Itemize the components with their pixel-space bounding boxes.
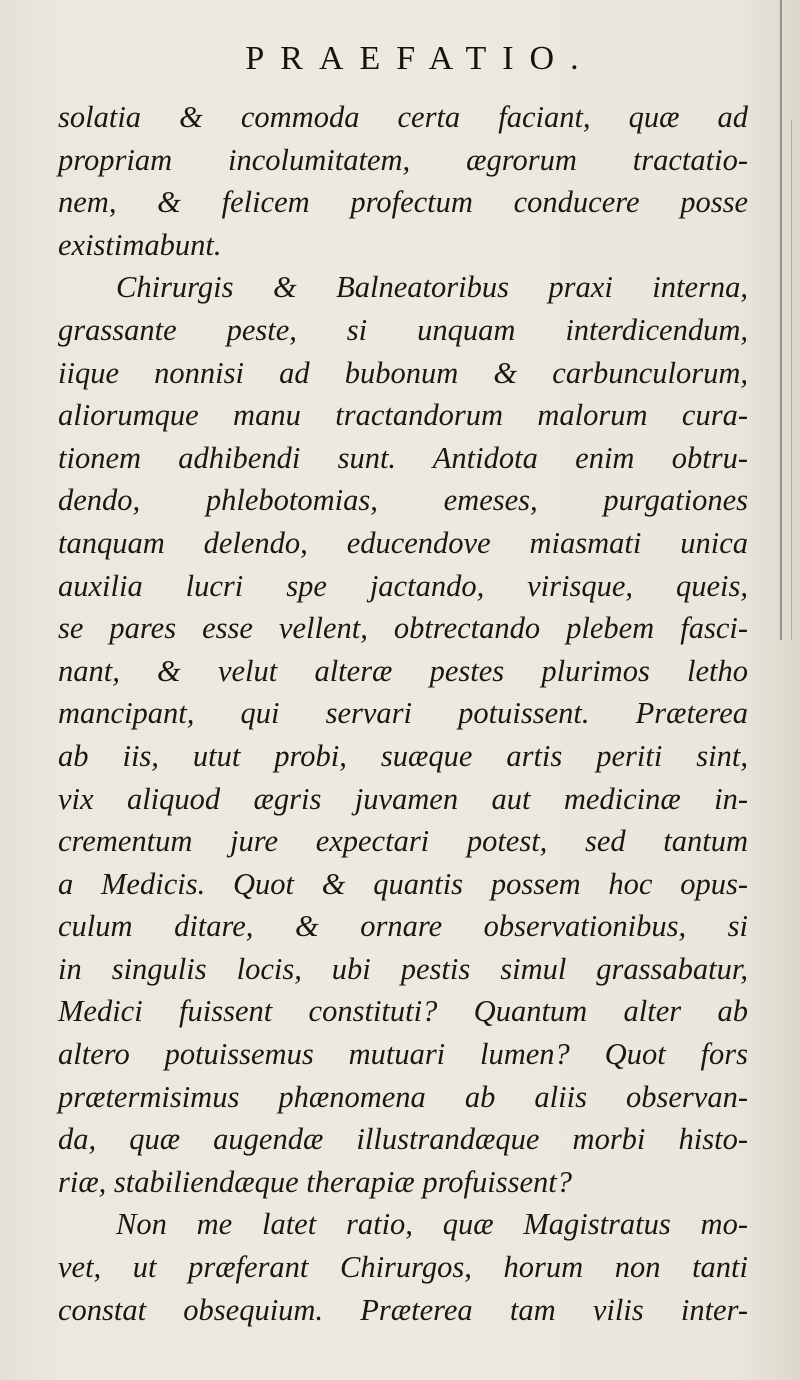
- text-line: nant, & velut alteræ pestes plurimos letho: [58, 653, 748, 688]
- text-line: prætermisimus phænomena ab aliis observan-: [58, 1079, 748, 1114]
- text-line: grassante peste, si unquam interdicendum,: [58, 312, 748, 347]
- text-line: nem, & felicem profectum conducere posse: [58, 185, 748, 220]
- text-line: dendo, phlebotomias, emeses, purgationes: [58, 483, 748, 518]
- text-line: crementum jure expectari potest, sed tantum: [58, 824, 748, 859]
- text-line: solatia & commoda certa faciant, quæ ad: [58, 100, 748, 134]
- page-edge-shadow-secondary: [791, 120, 792, 640]
- text-line: propriam incolumitatem, ægrorum tractatio-: [58, 142, 748, 177]
- text-line: vix aliquod ægris juvamen aut medicinæ in-: [58, 781, 748, 816]
- text-line: aliorumque manu tractandorum malorum cura-: [58, 398, 748, 433]
- text-line: mancipant, qui servari potuissent. Præterea: [58, 696, 748, 731]
- text-line: Non me latet ratio, quæ Magistratus mo-: [116, 1207, 748, 1242]
- text-line: tionem adhibendi sunt. Antidota enim obtru-: [58, 440, 748, 475]
- text-line: auxilia lucri spe jactando, virisque, queis,: [58, 568, 748, 603]
- text-line: se pares esse vellent, obtrectando plebem fasci-: [58, 611, 748, 646]
- text-line: in singulis locis, ubi pestis simul grassabatur,: [58, 951, 748, 986]
- text-line: a Medicis. Quot & quantis possem hoc opus-: [58, 866, 748, 901]
- text-line: iique nonnisi ad bubonum & carbunculorum,: [58, 355, 748, 390]
- text-line: altero potuissemus mutuari lumen? Quot fors: [58, 1037, 748, 1072]
- running-head: PRAEFATIO.: [245, 40, 595, 77]
- page-edge-shadow: [780, 0, 782, 640]
- text-line: constat obsequium. Præterea tam vilis inter-: [58, 1292, 748, 1327]
- text-line: riæ, stabiliendæque therapiæ profuissent?: [58, 1164, 573, 1199]
- text-line: da, quæ augendæ illustrandæque morbi histo-: [58, 1122, 748, 1157]
- text-line: Medici fuissent constituti? Quantum alter ab: [58, 994, 748, 1029]
- text-line: existimabunt.: [58, 227, 222, 262]
- text-line: tanquam delendo, educendove miasmati unica: [58, 525, 748, 560]
- text-line: Chirurgis & Balneatoribus praxi interna,: [116, 270, 748, 305]
- text-line: vet, ut præferant Chirurgos, horum non tanti: [58, 1250, 748, 1285]
- body-text: [58, 96, 748, 1331]
- text-line: ab iis, utut probi, suæque artis periti sint,: [58, 738, 748, 773]
- text-line: culum ditare, & ornare observationibus, si: [58, 909, 748, 944]
